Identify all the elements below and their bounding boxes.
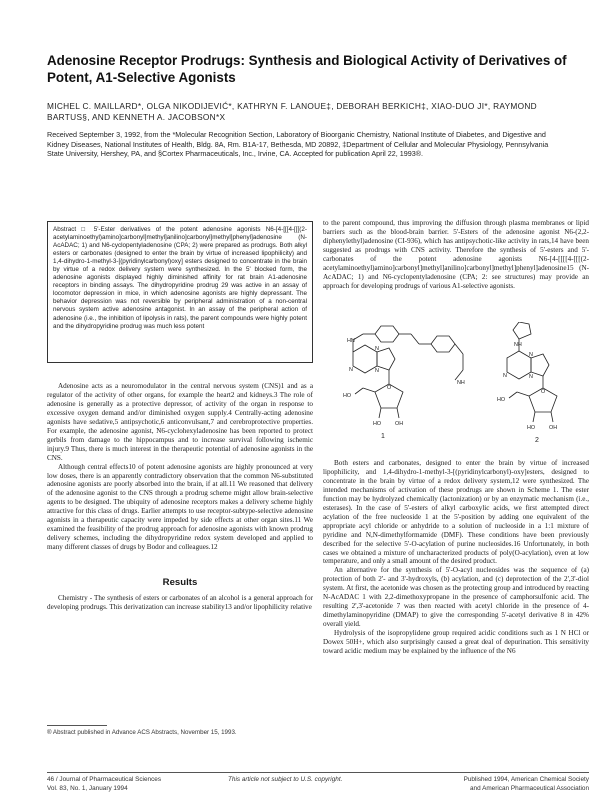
footer-copyright-note: This article not subject to U.S. copyright. <box>228 776 343 783</box>
right-paragraph: Both esters and carbonates, designed to enter the brain by virtue of increased lipophilicity, and 1,4-dihydro-1-methyl-3-[(pyridinylcarbonyl)-oxy]esters, designed to concentrate in the brain by virtue of a redox delivery system,12 were synthesized. The intended mechanisms of activation of these prodrugs are shown in Scheme 1. The ester function may be hydrolyzed chemically (lactonization) or by an enzymatic mechanism (i.e., esterases). In the case of 5'-esters of alkyl carboxylic acids, we first attempted direct acylation of the free nucleoside 1 at the 5'-position by adding one equivalent of the appropriate acyl chloride or anhydride to a solution of nucleoside in a 1:1 mixture of pyridine and N,N-dimethylformamide (DMF). These conditions have been previously described for the selective 5'-O-acylation of purine nucleosides.16 Unfortunately, in both cases we obtained a mixture of uncharacterized products of poly(O-acylation), even at low temperature, and only a small amount of the desired product. <box>323 459 589 566</box>
atom-oh: OH <box>549 425 558 431</box>
atom-ho: HO <box>527 425 536 431</box>
footnote: ® Abstract published in Advance ACS Abstracts, November 15, 1993. <box>47 729 237 736</box>
right-column-top <box>323 219 589 291</box>
atom-ho: HO <box>373 421 382 427</box>
footer-journal: 46 / Journal of Pharmaceutical Sciences Vol. 83, No. 1, January 1994 <box>47 776 162 792</box>
right-column-bottom <box>323 459 589 656</box>
atom-o: O <box>387 385 392 391</box>
atom-oh: OH <box>395 421 404 427</box>
footer-rule <box>47 772 589 773</box>
atom-hn: HN <box>347 338 355 344</box>
atom-nh: NH <box>514 342 522 348</box>
atom-n: N <box>375 368 379 374</box>
results-paragraph: Chemistry - The synthesis of esters or carbonates of an alcohol is a general approach for developing prodrugs. This derivatization can increase stability13 and/or lipophilicity relative <box>47 594 313 611</box>
intro-paragraph: Although central effects10 of potent adenosine agonists are highly pronounced at very low doses, there is an apparently contradictory observation that the common N6-substituted adenosine agonists are poorly absorbed into the brain, if at all.11 We reasoned that delivery of the adenosine agonist to the CNS through a prodrug scheme might allow brain-selective agents to be designed. The ubiquity of adenosine receptors makes a delivery scheme highly attractive for this class of drugs. Earlier attempts to use receptor-subtype-selective adenosine agonists in a therapeutic capacity were impeded by side effects at other organ sites.11 We examined the feasibility of the prodrug approach for adenosine agonists with known prodrug delivery schemes, including the dihydropyridine redox system developed and applied to many different classes of drugs by Bodor and colleagues.12 <box>47 462 313 552</box>
results-heading: Results <box>162 577 198 588</box>
atom-ho: HO <box>343 393 352 399</box>
atom-ho: HO <box>497 397 506 403</box>
abstract-box <box>47 221 313 363</box>
right-paragraph: An alternative for the synthesis of 5'-O-acyl nucleosides was the sequence of (a) protection of both 2'- and 3'-hydroxyls, (b) acylation, and (c) deprotection of the 2',3'-diol system. At first, the acetonide was chosen as the protecting group and introduced by reacting N-AcADAC 1 with 2,2-dimethoxypropane in the presence of camphorsulfonic acid. The resulting 2',3'-acetonide 7 was then reacted with acetyl chloride in the presence of 4-dimethylaminopyridine (DMAP) to give the corresponding 5'-acetyl derivative 8 in 42% overall yield. <box>323 566 589 629</box>
structure-label-2: 2 <box>535 437 539 444</box>
atom-n: N <box>529 352 533 358</box>
chemical-structures-figure <box>323 322 589 450</box>
atom-n: N <box>349 367 353 373</box>
structure-1 <box>343 326 465 440</box>
structure-2 <box>497 322 557 444</box>
right-paragraph: Hydrolysis of the isopropylidene group required acidic conditions such as 1 N HCl or Dowex 50H+, which also surprisingly caused a great deal of depurination. This sensitivity toward acidic medium may be explained by the influence of the N6 <box>323 629 589 656</box>
article-title: Adenosine Receptor Prodrugs: Synthesis and Biological Activity of Derivatives of Potent, A1-Selective Agonists <box>47 53 567 85</box>
footnote-rule <box>47 725 107 726</box>
intro-left-column <box>47 382 313 552</box>
author-list: MICHEL C. MAILLARD*, OLGA NIKODIJEVIĆ*, KATHRYN F. LANOUE‡, DEBORAH BERKICH‡, XIAO-DUO JI*, RAYMOND BARTUS§, AND KENNETH A. JACOBSON*X <box>47 101 537 122</box>
intro-paragraph: Adenosine acts as a neuromodulator in the central nervous system (CNS)1 and as a regulator of the activity of other organs, for example the heart2 and kidneys.3 The role of adenosine is generally as a protective depressor, of activity of the organ in response to excessive oxygen demand and/or diminished oxygen supply.4 Centrally-acting adenosine agonists have sedative,5 antipsychotic,6 anticonvulsant,7 and cerebroprotective properties. For example, the adenosine agonist, N6-cyclohexyladenosine has been reported to protect gerbils from damage to the hippocampus and to increase survival following ischemic injury.9 Thus, there is much interest in the therapeutic potential of adenosine agonists in the CNS. <box>47 382 313 462</box>
atom-n: N <box>375 346 379 352</box>
right-paragraph: to the parent compound, thus improving the diffusion through plasma membranes or lipid barriers such as the blood-brain barrier. 5'-Esters of the adenosine agonist N6-(2,2-diphenylethyl)adenosine (CI-936), which has antipsychotic-like activity in rats,14 have been suggested as prodrugs with CNS activity. Therefore the synthesis of 5'-esters and 5'-carbonates of the potent adenosine agonists N6-[4-[[[[4-[[[(2-acetylaminoethyl)amino]carbonyl]methyl]anilino]carbonyl]methyl]phenyl]adenosine15 (N-AcADAC; 1) and N6-cyclopentyladenosine (CPA; 2: see structures) may provide an approach for developing prodrugs of various A1-selective agonists. <box>323 219 589 290</box>
footer-publisher: Published 1994, American Chemical Society and American Pharmaceutical Association <box>463 776 589 792</box>
atom-n: N <box>529 374 533 380</box>
results-left-column <box>47 594 313 612</box>
abstract-text: Abstract □ 5'-Ester derivatives of the potent adenosine agonists N6-[4-[[[4-[[[(2-acetylaminoethyl)amino]carbonyl]methyl]anilino]carbonyl]methyl]phenyl]adenosine (N-AcADAC; 1) and N6-cyclopentyladenosine (CPA; 2) were prepared as prodrugs. Both alkyl esters or carbonates (designed to enter the brain by virtue of increased lipophilicity) and 1,4-dihydro-1-methyl-3-[(pyridinylcarbonyl)oxy] esters designed to concentrate in the brain by virtue of a redox delivery system were synthesized. In the 5' blocked form, the adenosine agonists displayed highly diminished affinity for rat brain A1-adenosine receptors in binding assays. The dihydropyridine prodrug 29 was active in an assay of locomotor depression in mice, in which adenosine agonists are highly depressant. The behavior depression was not reversible by peripheral administration of a non-central nervous system active adenosine antagonist. In an assay of the peripheral action of adenosine (i.e., the inhibition of lipolysis in rats), the parent compounds were highly potent and the dihydropyridine prodrug was much less potent <box>53 226 307 330</box>
atom-n: N <box>503 373 507 379</box>
atom-nh: NH <box>457 380 465 386</box>
structure-label-1: 1 <box>381 433 385 440</box>
received-info: Received September 3, 1992, from the *Molecular Recognition Section, Laboratory of Bioorganic Chemistry, National Institute of Diabetes, and Digestive and Kidney Diseases, National Institutes of Health, Bldg. 8A, Rm. B1A-17, Bethesda, MD 20892, ‡Department of Cellular and Molecular Physiology, Pennsylvania State University, Hershey, PA, and §Cortex Pharmaceuticals, Inc., Irvine, CA. Accepted for publication April 22, 1993®. <box>47 130 549 159</box>
atom-o: O <box>541 389 546 395</box>
